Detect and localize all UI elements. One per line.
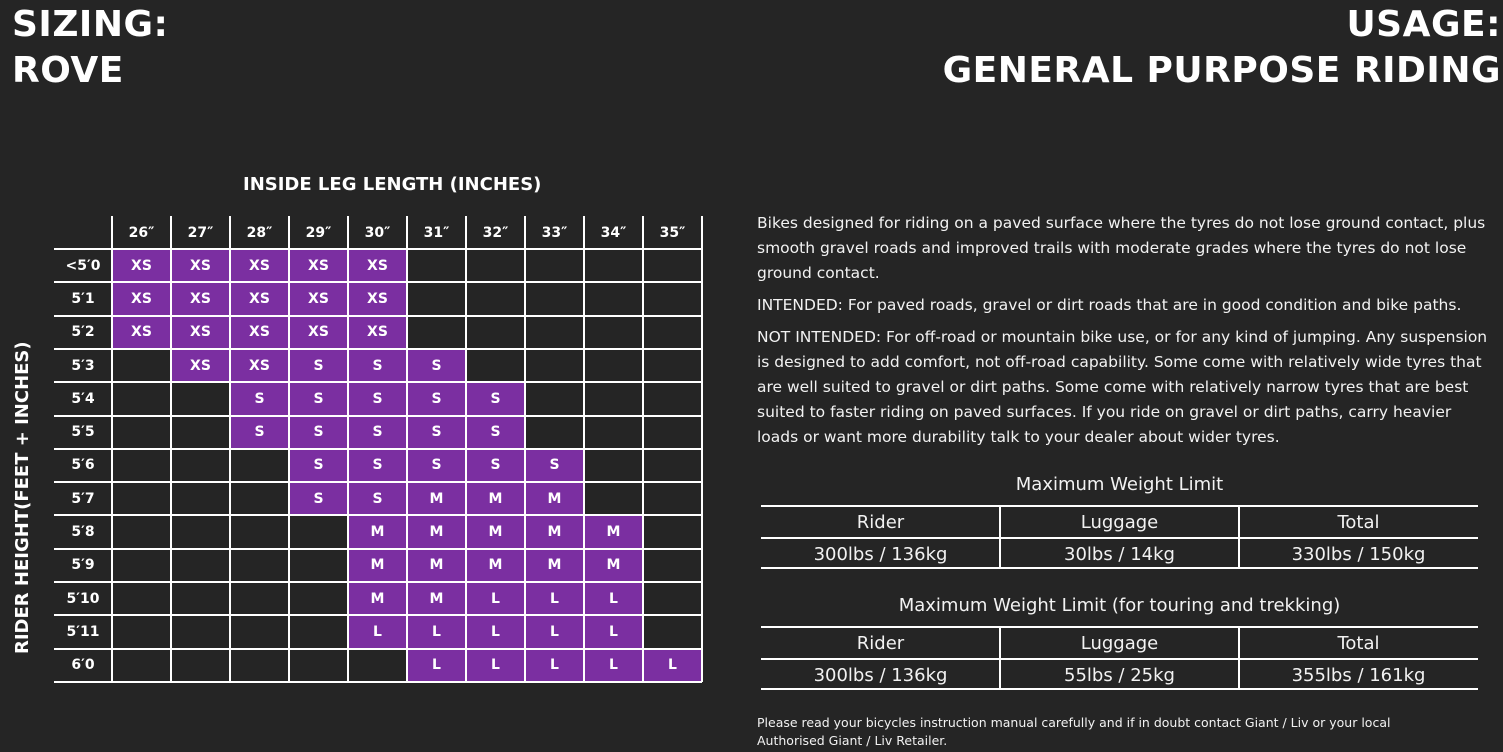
size-cell: S — [289, 416, 348, 449]
grid-line — [54, 448, 702, 450]
grid-line — [701, 216, 703, 682]
grid-line — [347, 216, 349, 682]
empty-size-cell — [171, 382, 230, 415]
grid-line — [54, 548, 702, 550]
empty-size-cell — [112, 549, 171, 582]
empty-size-cell — [289, 582, 348, 615]
rider-height-row-label: 6′0 — [71, 657, 95, 674]
size-cell: XS — [289, 316, 348, 349]
size-cell: L — [525, 615, 584, 648]
size-cell: S — [348, 349, 407, 382]
leg-length-column-header: 30″ — [364, 224, 391, 241]
size-cell: M — [466, 482, 525, 515]
empty-size-cell — [289, 649, 348, 682]
size-cell: M — [348, 549, 407, 582]
size-cell: S — [407, 349, 466, 382]
grid-line — [54, 281, 702, 283]
rider-header: Rider — [856, 511, 905, 533]
size-cell: S — [466, 382, 525, 415]
total-header: Total — [1337, 511, 1380, 533]
empty-size-cell — [289, 615, 348, 648]
grid-line — [54, 348, 702, 350]
grid-line — [229, 216, 231, 682]
leg-length-column-header: 29″ — [305, 224, 332, 241]
weight-limit-table — [761, 505, 1478, 569]
rider-height-row-label: 5′8 — [71, 524, 95, 541]
total-limit-value: 330lbs / 150kg — [1291, 543, 1426, 565]
empty-size-cell — [112, 482, 171, 515]
size-cell: M — [407, 515, 466, 548]
empty-size-cell — [171, 549, 230, 582]
footer-note: Please read your bicycles instruction manual carefully and if in doubt contact Giant / Liv or your local Authorised Giant / Liv Retailer. — [757, 715, 1391, 748]
empty-size-cell — [466, 349, 525, 382]
empty-size-cell — [643, 615, 702, 648]
grid-line — [642, 216, 644, 682]
rider-limit-value: 300lbs / 136kg — [813, 543, 948, 565]
empty-size-cell — [643, 482, 702, 515]
empty-size-cell — [171, 515, 230, 548]
rider-height-row-label: 5′4 — [71, 390, 95, 407]
sizing-heading — [12, 2, 168, 94]
size-chart-grid — [54, 216, 702, 682]
size-cell: L — [466, 582, 525, 615]
empty-size-cell — [230, 615, 289, 648]
size-cell: XS — [112, 282, 171, 315]
size-cell: M — [348, 582, 407, 615]
size-cell: M — [348, 515, 407, 548]
empty-size-cell — [112, 349, 171, 382]
grid-line — [288, 216, 290, 682]
size-cell: XS — [348, 249, 407, 282]
empty-size-cell — [289, 549, 348, 582]
size-cell: M — [407, 549, 466, 582]
empty-size-cell — [643, 282, 702, 315]
size-cell: XS — [230, 316, 289, 349]
size-cell: S — [466, 449, 525, 482]
size-cell: L — [407, 615, 466, 648]
leg-length-column-header: 33″ — [541, 224, 568, 241]
grid-line — [583, 216, 585, 682]
luggage-header: Luggage — [1080, 632, 1159, 654]
rider-height-row-label: 5′1 — [71, 290, 95, 307]
empty-size-cell — [643, 449, 702, 482]
size-cell: S — [407, 382, 466, 415]
size-cell: S — [289, 349, 348, 382]
touring-weight-limit-table — [761, 626, 1478, 690]
model-name: ROVE — [12, 50, 124, 91]
grid-line — [54, 614, 702, 616]
empty-size-cell — [230, 449, 289, 482]
size-cell: L — [466, 615, 525, 648]
empty-size-cell — [584, 316, 643, 349]
usage-type: GENERAL PURPOSE RIDING — [942, 50, 1501, 91]
usage-label: USAGE: — [1346, 4, 1501, 45]
rider-height-row-label: 5′6 — [71, 457, 95, 474]
size-cell: XS — [348, 282, 407, 315]
empty-size-cell — [643, 316, 702, 349]
grid-line — [54, 381, 702, 383]
rider-limit-value: 300lbs / 136kg — [813, 664, 948, 686]
grid-line — [54, 315, 702, 317]
luggage-limit-value: 30lbs / 14kg — [1064, 543, 1175, 565]
size-cell: XS — [171, 249, 230, 282]
empty-size-cell — [230, 649, 289, 682]
size-cell: S — [289, 449, 348, 482]
size-cell: S — [348, 482, 407, 515]
luggage-limit-value: 55lbs / 25kg — [1064, 664, 1175, 686]
rider-height-row-label: 5′11 — [66, 623, 100, 640]
empty-size-cell — [407, 282, 466, 315]
empty-size-cell — [643, 416, 702, 449]
empty-size-cell — [171, 482, 230, 515]
size-cell: S — [230, 416, 289, 449]
empty-size-cell — [643, 582, 702, 615]
empty-size-cell — [466, 316, 525, 349]
size-cell: XS — [289, 249, 348, 282]
grid-line — [54, 514, 702, 516]
size-cell: XS — [289, 282, 348, 315]
leg-length-column-header: 35″ — [659, 224, 686, 241]
touring-weight-limit-title: Maximum Weight Limit (for touring and trekking) — [898, 595, 1341, 616]
empty-size-cell — [230, 549, 289, 582]
size-cell: M — [525, 549, 584, 582]
empty-size-cell — [112, 449, 171, 482]
size-cell: S — [348, 382, 407, 415]
size-cell: S — [466, 416, 525, 449]
empty-size-cell — [525, 382, 584, 415]
empty-size-cell — [230, 582, 289, 615]
grid-line — [54, 581, 702, 583]
empty-size-cell — [171, 615, 230, 648]
empty-size-cell — [643, 549, 702, 582]
grid-line — [111, 216, 113, 682]
empty-size-cell — [643, 382, 702, 415]
empty-size-cell — [643, 515, 702, 548]
empty-size-cell — [584, 449, 643, 482]
leg-length-axis-title: INSIDE LEG LENGTH (INCHES) — [243, 174, 542, 195]
grid-line — [170, 216, 172, 682]
empty-size-cell — [112, 649, 171, 682]
empty-size-cell — [643, 249, 702, 282]
size-cell: L — [643, 649, 702, 682]
empty-size-cell — [525, 349, 584, 382]
empty-size-cell — [525, 416, 584, 449]
empty-size-cell — [584, 482, 643, 515]
empty-size-cell — [407, 249, 466, 282]
rider-height-row-label: 5′7 — [71, 490, 95, 507]
empty-size-cell — [112, 615, 171, 648]
empty-size-cell — [525, 316, 584, 349]
total-limit-value: 355lbs / 161kg — [1291, 664, 1426, 686]
empty-size-cell — [112, 382, 171, 415]
size-cell: M — [466, 515, 525, 548]
size-cell: S — [348, 416, 407, 449]
size-cell: XS — [112, 316, 171, 349]
leg-length-column-header: 28″ — [246, 224, 273, 241]
size-cell: L — [466, 649, 525, 682]
intended-use-paragraph: INTENDED: For paved roads, gravel or dirt roads that are in good condition and bike paths. — [757, 296, 1462, 314]
size-cell: S — [407, 416, 466, 449]
empty-size-cell — [584, 349, 643, 382]
grid-line — [54, 481, 702, 483]
usage-paragraph: Bikes designed for riding on a paved surface where the tyres do not lose ground contact, plus smooth gravel roads and improved trails with moderate grades where the tyres do not lose ground contact. — [757, 214, 1486, 282]
size-cell: XS — [230, 282, 289, 315]
rider-height-row-label: 5′5 — [71, 424, 95, 441]
sizing-label: SIZING: — [12, 4, 169, 45]
size-cell: M — [466, 549, 525, 582]
weight-limit-title: Maximum Weight Limit — [1015, 474, 1224, 495]
size-cell: XS — [230, 249, 289, 282]
empty-size-cell — [171, 582, 230, 615]
not-intended-use-paragraph: NOT INTENDED: For off-road or mountain bike use, or for any kind of jumping. Any suspension is designed to add comfort, not off-road capability. Some come with relatively wide tyres that are well suited to gravel or dirt paths. Some come with relatively narrow tyres that are best suited to faster riding on paved surfaces. If you ride on gravel or dirt paths, carry heavier loads or want more durability talk to your dealer about wider tyres. — [757, 328, 1488, 446]
empty-size-cell — [112, 515, 171, 548]
empty-size-cell — [525, 249, 584, 282]
size-cell: M — [525, 482, 584, 515]
total-header: Total — [1337, 632, 1380, 654]
leg-length-column-header: 26″ — [128, 224, 155, 241]
leg-length-column-header: 34″ — [600, 224, 627, 241]
rider-height-row-label: 5′9 — [71, 557, 95, 574]
empty-size-cell — [348, 649, 407, 682]
size-cell: L — [525, 649, 584, 682]
rider-header: Rider — [856, 632, 905, 654]
empty-size-cell — [407, 316, 466, 349]
leg-length-column-header: 31″ — [423, 224, 450, 241]
grid-line — [465, 216, 467, 682]
empty-size-cell — [525, 282, 584, 315]
empty-size-cell — [584, 282, 643, 315]
empty-size-cell — [171, 416, 230, 449]
usage-description — [757, 211, 1497, 457]
size-cell: S — [230, 382, 289, 415]
size-cell: S — [525, 449, 584, 482]
empty-size-cell — [230, 515, 289, 548]
size-cell: S — [289, 382, 348, 415]
empty-size-cell — [230, 482, 289, 515]
size-cell: XS — [230, 349, 289, 382]
size-cell: L — [348, 615, 407, 648]
grid-line — [54, 681, 702, 683]
size-cell: M — [407, 582, 466, 615]
size-cell: L — [584, 582, 643, 615]
grid-line — [54, 415, 702, 417]
size-cell: XS — [171, 282, 230, 315]
empty-size-cell — [584, 416, 643, 449]
size-cell: M — [584, 549, 643, 582]
rider-height-row-label: 5′3 — [71, 357, 95, 374]
empty-size-cell — [584, 249, 643, 282]
size-cell: S — [289, 482, 348, 515]
size-cell: M — [525, 515, 584, 548]
size-cell: S — [348, 449, 407, 482]
size-cell: L — [584, 615, 643, 648]
size-cell: XS — [171, 349, 230, 382]
size-cell: M — [584, 515, 643, 548]
empty-size-cell — [112, 582, 171, 615]
size-cell: L — [407, 649, 466, 682]
empty-size-cell — [289, 515, 348, 548]
rider-height-axis-title: RIDER HEIGHT(FEET + INCHES) — [12, 341, 33, 654]
grid-line — [54, 648, 702, 650]
empty-size-cell — [466, 249, 525, 282]
size-cell: XS — [112, 249, 171, 282]
empty-size-cell — [171, 449, 230, 482]
size-cell: L — [584, 649, 643, 682]
grid-line — [406, 216, 408, 682]
size-cell: M — [407, 482, 466, 515]
size-cell: XS — [348, 316, 407, 349]
leg-length-column-header: 27″ — [187, 224, 214, 241]
size-cell: S — [407, 449, 466, 482]
rider-height-row-label: <5′0 — [65, 257, 101, 274]
leg-length-column-header: 32″ — [482, 224, 509, 241]
size-cell: XS — [171, 316, 230, 349]
rider-height-row-label: 5′2 — [71, 324, 95, 341]
empty-size-cell — [112, 416, 171, 449]
rider-height-row-label: 5′10 — [66, 590, 100, 607]
grid-line — [54, 248, 702, 250]
luggage-header: Luggage — [1080, 511, 1159, 533]
grid-line — [524, 216, 526, 682]
size-cell: L — [525, 582, 584, 615]
usage-heading — [943, 2, 1501, 94]
empty-size-cell — [171, 649, 230, 682]
empty-size-cell — [643, 349, 702, 382]
empty-size-cell — [466, 282, 525, 315]
empty-size-cell — [584, 382, 643, 415]
